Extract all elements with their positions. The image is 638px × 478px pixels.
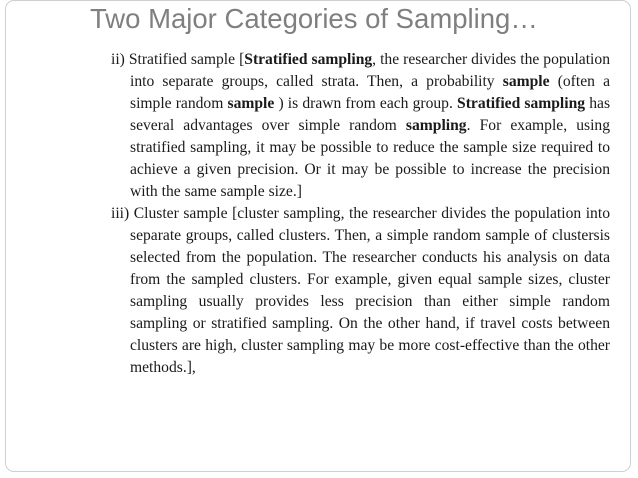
bold-term: sample — [502, 73, 550, 90]
bold-term: Stratified sampling — [244, 51, 373, 68]
text-segment: . For example, using stratified sampling, it may be possible to reduce the sample size required to achieve a given precision. Or it may be possible to increase the precision with the same sample size.] — [130, 117, 611, 200]
text-segment: ) is drawn from each group. — [274, 95, 458, 112]
paragraph-cluster-sample — [111, 203, 610, 379]
bold-term: Stratified sampling — [457, 95, 586, 112]
text-segment: , the researcher divides the population into separate groups, called strata. Then, a probability — [130, 51, 610, 90]
bold-term: sampling — [405, 117, 467, 134]
text-segment: ii) Stratified sample [ — [111, 51, 245, 68]
paragraph-stratified-sample — [111, 49, 610, 203]
bold-term: sample — [227, 95, 275, 112]
text-segment: iii) Cluster sample [cluster sampling, the researcher divides the population into separate groups, called clusters. Then, a simple random sample of clustersis selected from the population. The researcher conducts his analysis on data from the sampled clusters. For example, given equal sample sizes, cluster sampling usually provides less precision than either simple random sampling or stratified sampling. On the other hand, if travel costs between clusters are high, cluster sampling may be more cost-effective than the other methods.], — [111, 205, 610, 376]
slide-title: Two Major Categories of Sampling… — [90, 3, 538, 34]
text-segment: (often a simple random — [130, 73, 610, 112]
text-segment: has several advantages over simple random — [130, 95, 611, 134]
slide-body — [111, 49, 610, 379]
